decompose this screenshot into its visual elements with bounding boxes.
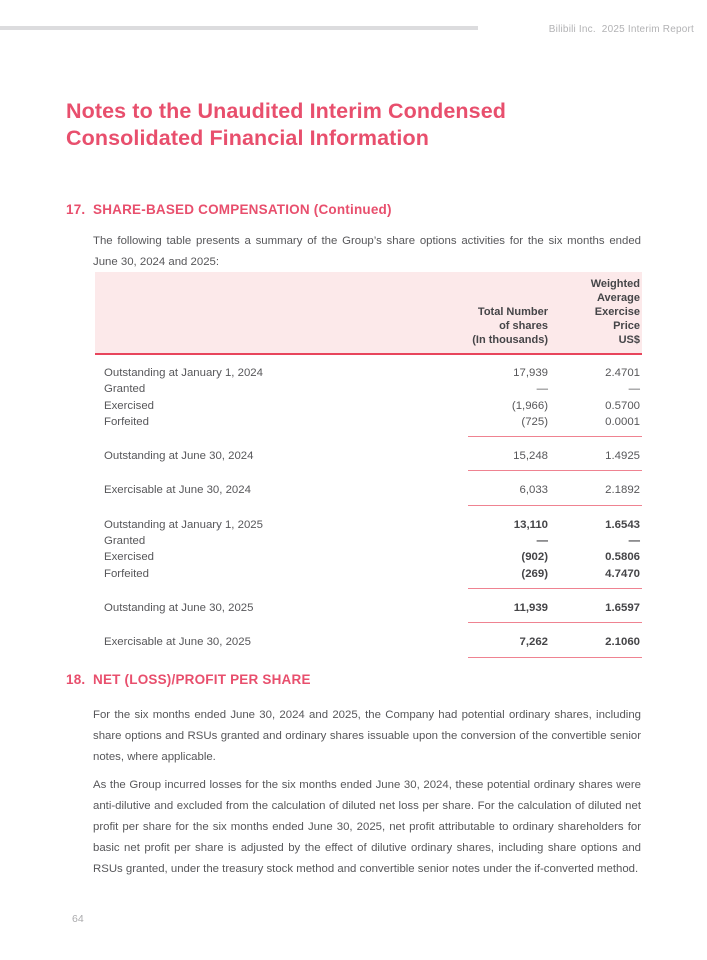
column-header-line: Total Number [477,306,548,319]
column-header-line: (In thousands) [472,334,548,347]
section-17-number: 17. [66,202,86,217]
page-number: 64 [72,913,84,925]
row-shares-value: 17,939 [513,367,548,379]
row-price-value: 2.1892 [605,484,640,497]
row-label: Outstanding at January 1, 2025 [104,518,263,531]
row-label: Granted [104,383,146,396]
table-row-exercised-2024 [95,400,642,416]
row-price-value: — [628,535,640,548]
row-price-value: 2.1060 [605,636,640,649]
row-shares-value: — [536,383,548,396]
section-18-paragraph-2: As the Group incurred losses for the six months ended June 30, 2024, these potential ordinary shares were anti-dilutive and excluded from the calculation of diluted net loss per share. For the calculation of diluted net profit per share for the six months ended June 30, 2025, net profit attributable to ordinary shareholders for basic net profit per share is adjusted by the effect of dilutive ordinary shares, including share options and RSUs granted, under the treasury stock method and convertible senior notes under the if-converted method. [93,779,641,875]
row-shares-value: (269) [521,567,548,580]
row-price-value: 1.6597 [605,601,640,614]
section-17-title: SHARE-BASED COMPENSATION (Continued) [93,202,392,217]
row-price-value: 4.7470 [605,567,640,580]
row-shares-value: — [536,535,548,548]
row-label: Granted [104,535,146,548]
report-header-label: Bilibili Inc. 2025 Interim Report [548,24,694,35]
table-row-outstanding-jan-2025 [95,519,642,535]
row-label: Exercisable at June 30, 2024 [104,484,251,497]
table-row-forfeited-2024 [95,416,642,432]
section-17-heading [66,202,392,217]
section-18-title: NET (LOSS)/PROFIT PER SHARE [93,672,311,687]
row-shares-value: 6,033 [519,484,548,497]
row-price-value: 0.5700 [605,399,640,412]
table-subtotal-rule [468,470,642,471]
row-label: Outstanding at June 30, 2024 [104,450,254,463]
table-row-exercised-2025 [95,551,642,567]
table-subtotal-rule [468,436,642,437]
section-17-intro-paragraph: The following table presents a summary of the Group’s share options activities for the six months ended June 30, 2024 and 2025: [93,235,641,268]
table-row-granted-2025 [95,535,642,551]
header-divider [0,26,478,30]
column-header-line: Average [596,292,640,305]
row-shares-value: 15,248 [513,450,548,463]
row-shares-value: (902) [521,551,548,564]
table-subtotal-rule [468,657,642,658]
page-title-line1: Notes to the Unaudited Interim Condensed [66,99,506,123]
row-label: Forfeited [104,415,149,428]
table-row-exercisable-jun-2024 [95,484,642,500]
section-18-paragraph-1: For the six months ended June 30, 2024 and 2025, the Company had potential ordinary shares, including share options and RSUs granted and ordinary shares issuable upon the conversion of the convertible senior notes, where applicable. [93,709,641,763]
table-row-forfeited-2025 [95,568,642,584]
column-header-total-shares [472,306,548,348]
section-18-heading [66,672,311,687]
row-shares-value: 7,262 [519,636,548,649]
page-title-line2: Consolidated Financial Information [66,126,429,150]
table-subtotal-rule [468,505,642,506]
column-header-line: US$ [618,334,640,347]
row-shares-value: (725) [521,415,548,428]
table-row-outstanding-jan-2024 [95,367,642,383]
table-row-granted-2024 [95,383,642,399]
table-subtotal-rule [468,588,642,589]
row-label: Forfeited [104,567,149,580]
table-subtotal-rule [468,622,642,623]
column-header-line: of shares [499,320,548,333]
row-price-value: 2.4701 [605,367,640,379]
row-price-value: 1.6543 [605,518,640,531]
row-label: Exercised [104,551,155,564]
row-shares-value: (1,966) [511,399,548,412]
row-price-value: 0.5806 [605,551,640,564]
share-options-table [95,272,642,658]
row-label: Exercised [104,399,155,412]
row-price-value: 0.0001 [605,415,640,428]
row-label: Outstanding at June 30, 2025 [104,601,254,614]
column-header-line: Weighted [590,278,640,291]
table-row-exercisable-jun-2025 [95,636,642,652]
table-body [95,355,642,658]
row-price-value: 1.4925 [605,450,640,463]
row-shares-value: 11,939 [513,601,548,614]
table-header [95,272,642,355]
row-label: Exercisable at June 30, 2025 [104,636,251,649]
table-row-outstanding-jun-2025 [95,602,642,618]
column-header-line: Exercise [594,306,640,319]
column-header-exercise-price [591,278,640,348]
row-price-value: — [628,383,640,396]
row-label: Outstanding at January 1, 2024 [104,367,263,379]
column-header-line: Price [613,320,640,333]
table-row-outstanding-jun-2024 [95,450,642,466]
row-shares-value: 13,110 [513,518,548,531]
page-title [66,98,626,152]
section-18-number: 18. [66,672,86,687]
